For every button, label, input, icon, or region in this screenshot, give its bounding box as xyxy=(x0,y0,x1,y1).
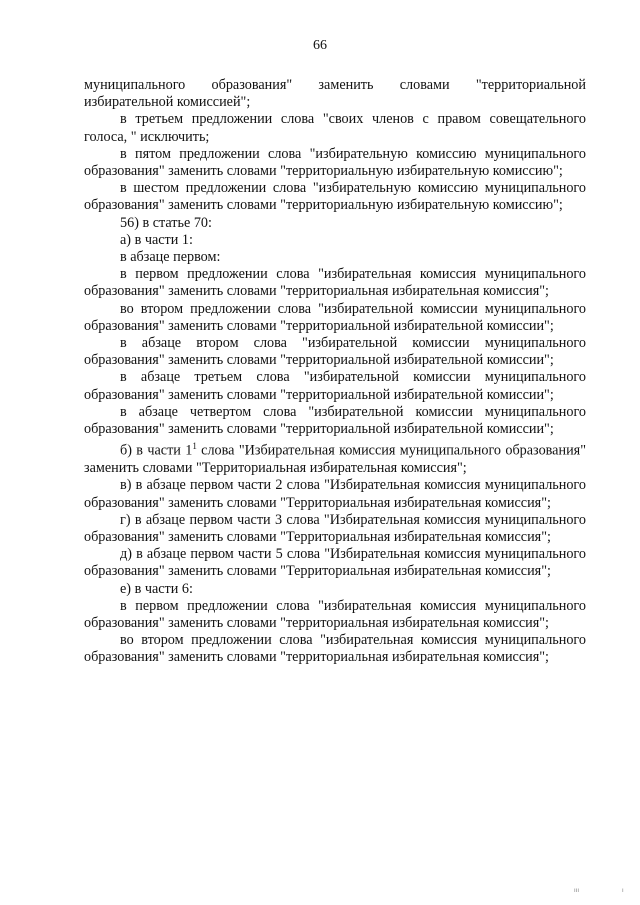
paragraph: муниципального образования" заменить словами "территориальной избирательной комиссией"; xyxy=(84,77,586,111)
footer-mark: ı xyxy=(622,888,624,894)
paragraph: д) в абзаце первом части 5 слова "Избирательная комиссия муниципального образования" заменить словами "Территориальная избирательная комиссия"; xyxy=(84,546,586,580)
paragraph: е) в части 6: xyxy=(120,580,193,597)
paragraph: в абзаце четвертом слова "избирательной комиссии муниципального образования" заменить словами "территориальной избирательной комиссии"; xyxy=(84,403,586,438)
page-number: 66 xyxy=(313,38,327,53)
paragraph: 56) в статье 70: xyxy=(120,214,212,231)
paragraph: в первом предложении слова "избирательная комиссия муниципального образования" заменить словами "территориальная избирательная комиссия"; xyxy=(84,597,586,632)
paragraph: в абзаце третьем слова "избирательной комиссии муниципального образования" заменить словами "территориальной избирательной комиссии"; xyxy=(84,369,586,403)
paragraph: в) в абзаце первом части 2 слова "Избирательная комиссия муниципального образования" заменить словами "Территориальная избирательная комиссия"; xyxy=(84,477,586,511)
paragraph: в пятом предложении слова "избирательную комиссию муниципального образования" заменить словами "территориальную избирательную комиссию"; xyxy=(84,145,586,180)
paragraph xyxy=(84,438,586,477)
paragraph: а) в части 1: xyxy=(120,231,193,248)
paragraph-text: б) в части 1 xyxy=(120,443,193,459)
paragraph: в шестом предложении слова "избирательную комиссию муниципального образования" заменить словами "территориальную избирательную комиссию"; xyxy=(84,180,586,214)
paragraph: в абзаце первом: xyxy=(120,249,221,266)
footer-mark: ııı xyxy=(574,888,580,894)
paragraph: во втором предложении слова "избирательной комиссии муниципального образования" заменить словами "территориальной избирательной комиссии"; xyxy=(84,300,586,334)
document-body xyxy=(84,77,586,667)
paragraph: в абзаце втором слова "избирательной комиссии муниципального образования" заменить словами "территориальной избирательной комиссии"; xyxy=(84,335,586,369)
paragraph: во втором предложении слова "избирательная комиссия муниципального образования" заменить словами "территориальная избирательная комиссия"; xyxy=(84,632,586,666)
paragraph: в первом предложении слова "избирательная комиссия муниципального образования" заменить словами "территориальная избирательная комиссия"; xyxy=(84,266,586,300)
paragraph: г) в абзаце первом части 3 слова "Избирательная комиссия муниципального образования" заменить словами "Территориальная избирательная комиссия"; xyxy=(84,511,586,546)
superscript: 1 xyxy=(192,441,197,452)
paragraph-text: слова "Избирательная комиссия муниципального образования" заменить словами "Территориальная избирательная комиссия"; xyxy=(84,443,586,477)
paragraph: в третьем предложении слова "своих членов с правом совещательного голоса, " исключить; xyxy=(84,111,586,145)
